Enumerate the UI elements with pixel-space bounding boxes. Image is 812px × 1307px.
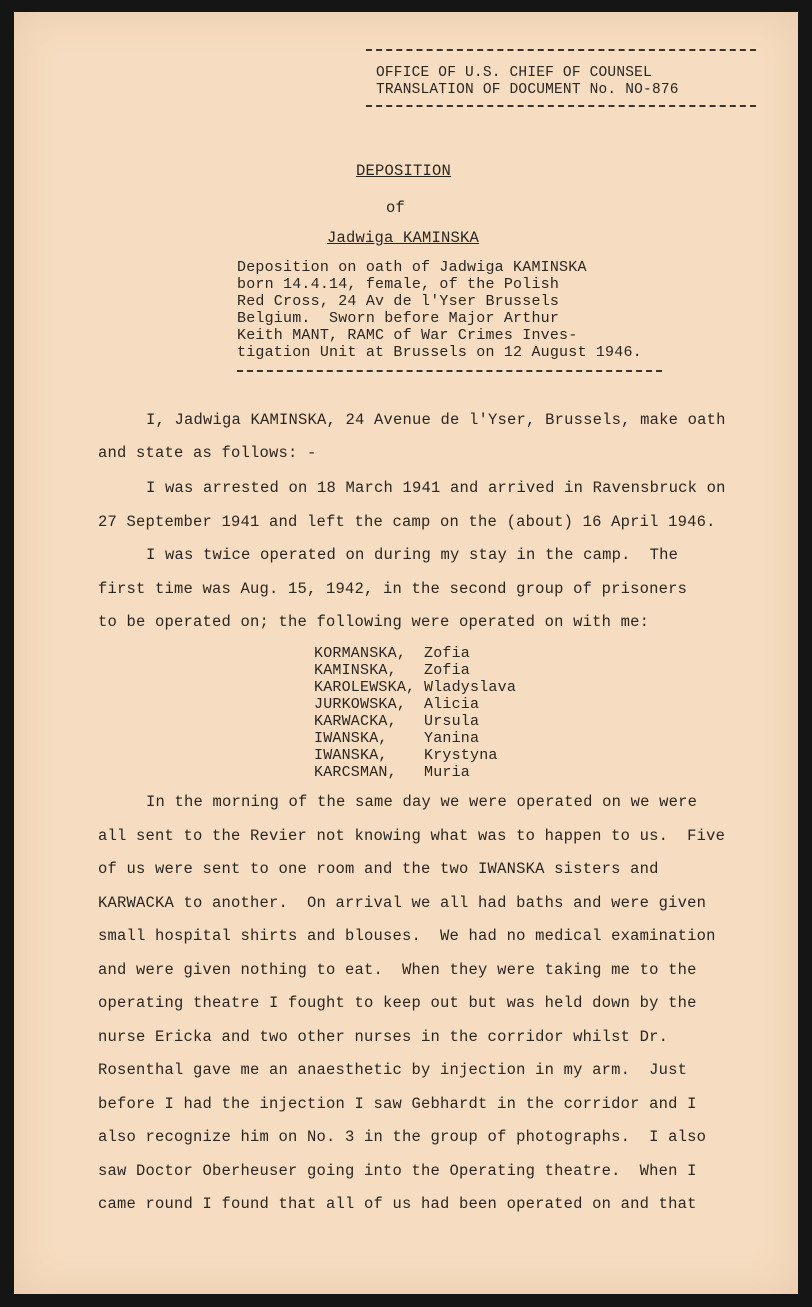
para-revier-line: operating theatre I fought to keep out but was held down by the <box>98 994 697 1012</box>
synopsis-line: born 14.4.14, female, of the Polish <box>237 276 560 293</box>
prisoner-firstname: Muria <box>424 764 471 781</box>
prisoner-firstname: Krystyna <box>424 747 498 764</box>
para-oath-line: I, Jadwiga KAMINSKA, 24 Avenue de l'Yser, Brussels, make oath <box>146 411 726 429</box>
para-revier-line: of us were sent to one room and the two IWANSKA sisters and <box>98 860 659 878</box>
synopsis-line: tigation Unit at Brussels on 12 August 1946. <box>237 344 642 361</box>
para-revier-line: before I had the injection I saw Gebhardt in the corridor and I <box>98 1095 697 1113</box>
prisoner-surname: KAMINSKA, <box>314 662 397 679</box>
title-of: of <box>386 199 406 217</box>
para-revier-line: all sent to the Revier not knowing what was to happen to us. Five <box>98 827 726 845</box>
para-revier-line: Rosenthal gave me an anaesthetic by injection in my arm. Just <box>98 1061 688 1079</box>
para-revier-line: came round I found that all of us had been operated on and that <box>98 1195 697 1213</box>
title-name: Jadwiga KAMINSKA <box>327 229 480 247</box>
header-line-1: OFFICE OF U.S. CHIEF OF COUNSEL <box>376 65 652 81</box>
para-oath-line: and state as follows: - <box>98 444 317 462</box>
para-operation-line: to be operated on; the following were operated on with me: <box>98 613 650 631</box>
prisoner-firstname: Zofia <box>424 645 471 662</box>
prisoner-firstname: Yanina <box>424 730 480 747</box>
para-arrest-line: 27 September 1941 and left the camp on the (about) 16 April 1946. <box>98 513 716 531</box>
header-rule-bottom <box>366 105 756 107</box>
document-page <box>14 12 798 1294</box>
para-revier-line: nurse Ericka and two other nurses in the corridor whilst Dr. <box>98 1028 669 1046</box>
synopsis-line: Deposition on oath of Jadwiga KAMINSKA <box>237 259 587 276</box>
header-line-2: TRANSLATION OF DOCUMENT No. NO-876 <box>376 82 679 98</box>
para-revier-line: and were given nothing to eat. When they were taking me to the <box>98 961 697 979</box>
prisoner-surname: KARCSMAN, <box>314 764 397 781</box>
prisoner-surname: KORMANSKA, <box>314 645 407 662</box>
synopsis-line: Belgium. Sworn before Major Arthur <box>237 310 560 327</box>
prisoner-firstname: Alicia <box>424 696 480 713</box>
header-rule-top <box>366 49 756 51</box>
para-operation-line: first time was Aug. 15, 1942, in the second group of prisoners <box>98 580 688 598</box>
prisoner-surname: IWANSKA, <box>314 747 388 764</box>
prisoner-surname: JURKOWSKA, <box>314 696 407 713</box>
title-deposition: DEPOSITION <box>356 162 452 180</box>
prisoner-surname: KARWACKA, <box>314 713 397 730</box>
para-revier-line: saw Doctor Oberheuser going into the Operating theatre. When I <box>98 1162 697 1180</box>
prisoner-surname: KAROLEWSKA, <box>314 679 416 696</box>
prisoner-surname: IWANSKA, <box>314 730 388 747</box>
para-operation-line: I was twice operated on during my stay in the camp. The <box>146 546 679 564</box>
para-revier-line: KARWACKA to another. On arrival we all had baths and were given <box>98 894 707 912</box>
synopsis-rule <box>237 370 662 372</box>
para-arrest-line: I was arrested on 18 March 1941 and arrived in Ravensbruck on <box>146 479 726 497</box>
prisoner-firstname: Ursula <box>424 713 480 730</box>
prisoner-firstname: Zofia <box>424 662 471 679</box>
para-revier-line: small hospital shirts and blouses. We had no medical examination <box>98 927 716 945</box>
para-revier-line: In the morning of the same day we were operated on we were <box>146 793 698 811</box>
para-revier-line: also recognize him on No. 3 in the group of photographs. I also <box>98 1128 707 1146</box>
synopsis-line: Keith MANT, RAMC of War Crimes Inves- <box>237 327 578 344</box>
synopsis-line: Red Cross, 24 Av de l'Yser Brussels <box>237 293 560 310</box>
prisoner-firstname: Wladyslava <box>424 679 517 696</box>
